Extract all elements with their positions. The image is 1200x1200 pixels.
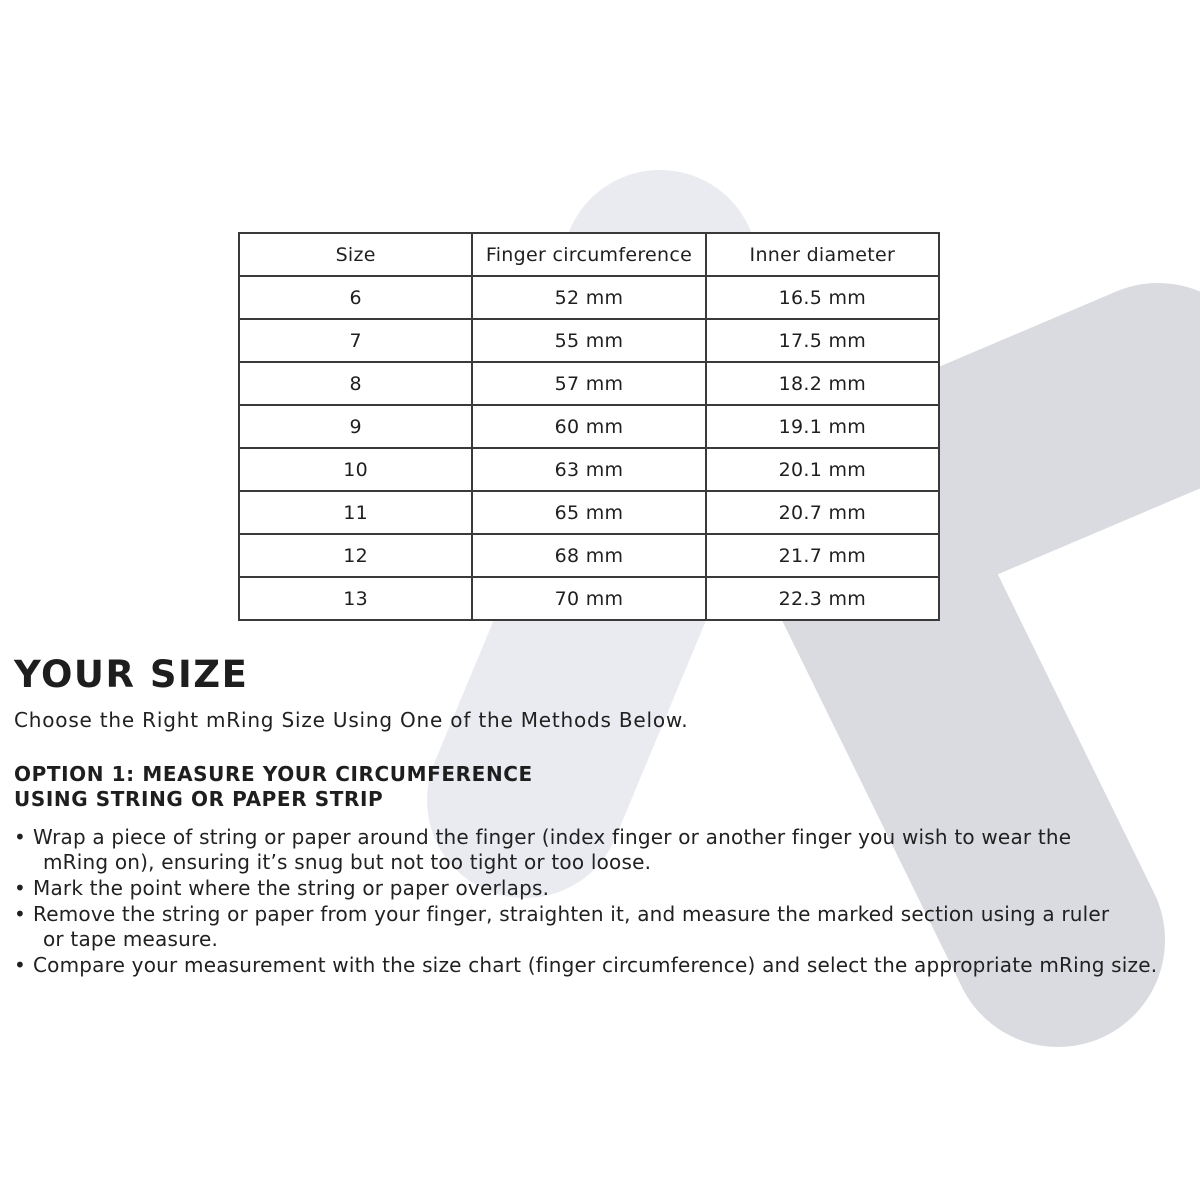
diameter-cell: 20.7 mm bbox=[706, 491, 939, 534]
diameter-cell: 18.2 mm bbox=[706, 362, 939, 405]
bullet-dot: • bbox=[14, 876, 26, 900]
instruction-bullet bbox=[14, 953, 1194, 978]
bullet-text bbox=[33, 876, 549, 901]
size-cell: 7 bbox=[239, 319, 472, 362]
diameter-cell: 21.7 mm bbox=[706, 534, 939, 577]
your-size-section bbox=[14, 652, 1194, 979]
diameter-cell: 20.1 mm bbox=[706, 448, 939, 491]
bullet-text bbox=[33, 953, 1157, 978]
size-cell: 11 bbox=[239, 491, 472, 534]
circumference-cell: 57 mm bbox=[472, 362, 705, 405]
option1-heading-line1: OPTION 1: MEASURE YOUR CIRCUMFERENCE bbox=[14, 762, 533, 786]
circumference-cell: 68 mm bbox=[472, 534, 705, 577]
bullet-text bbox=[33, 825, 1071, 875]
instruction-bullet bbox=[14, 825, 1194, 875]
bullet-text bbox=[33, 902, 1109, 952]
instruction-bullet bbox=[14, 876, 1194, 901]
page-title: YOUR SIZE bbox=[14, 653, 249, 696]
diameter-cell: 17.5 mm bbox=[706, 319, 939, 362]
table-row bbox=[239, 448, 939, 491]
ring-size-table bbox=[238, 232, 940, 621]
bullet-line: Wrap a piece of string or paper around the finger (index finger or another finger you wish to wear the bbox=[33, 825, 1072, 849]
circumference-cell: 55 mm bbox=[472, 319, 705, 362]
size-cell: 13 bbox=[239, 577, 472, 620]
column-header-inner-diameter: Inner diameter bbox=[706, 233, 939, 276]
circumference-cell: 70 mm bbox=[472, 577, 705, 620]
table-row bbox=[239, 276, 939, 319]
option1-heading-line2: USING STRING OR PAPER STRIP bbox=[14, 787, 384, 811]
diameter-cell: 22.3 mm bbox=[706, 577, 939, 620]
bullet-dot: • bbox=[14, 825, 26, 849]
bullet-line: mRing on), ensuring it’s snug but not too tight or too loose. bbox=[43, 850, 652, 874]
size-cell: 9 bbox=[239, 405, 472, 448]
table-row bbox=[239, 319, 939, 362]
bullet-line: Mark the point where the string or paper overlaps. bbox=[33, 876, 550, 900]
circumference-cell: 65 mm bbox=[472, 491, 705, 534]
instruction-list bbox=[14, 825, 1194, 978]
diameter-cell: 16.5 mm bbox=[706, 276, 939, 319]
bullet-line: or tape measure. bbox=[43, 927, 219, 951]
size-cell: 8 bbox=[239, 362, 472, 405]
table-row bbox=[239, 405, 939, 448]
size-cell: 10 bbox=[239, 448, 472, 491]
bullet-dot: • bbox=[14, 953, 26, 977]
option1-heading bbox=[14, 762, 1194, 812]
table-row bbox=[239, 362, 939, 405]
column-header-finger-circumference: Finger circumference bbox=[472, 233, 705, 276]
column-header-size: Size bbox=[239, 233, 472, 276]
circumference-cell: 52 mm bbox=[472, 276, 705, 319]
circumference-cell: 60 mm bbox=[472, 405, 705, 448]
table-row bbox=[239, 534, 939, 577]
section-subtitle: Choose the Right mRing Size Using One of the Methods Below. bbox=[14, 708, 689, 732]
diameter-cell: 19.1 mm bbox=[706, 405, 939, 448]
size-cell: 6 bbox=[239, 276, 472, 319]
size-cell: 12 bbox=[239, 534, 472, 577]
bullet-line: Remove the string or paper from your finger, straighten it, and measure the marked section using a ruler bbox=[33, 902, 1110, 926]
bullet-line: Compare your measurement with the size chart (finger circumference) and select the appropriate mRing size. bbox=[33, 953, 1158, 977]
table-row bbox=[239, 577, 939, 620]
table-row bbox=[239, 491, 939, 534]
bullet-dot: • bbox=[14, 902, 26, 926]
instruction-bullet bbox=[14, 902, 1194, 952]
table-header-row bbox=[239, 233, 939, 276]
circumference-cell: 63 mm bbox=[472, 448, 705, 491]
